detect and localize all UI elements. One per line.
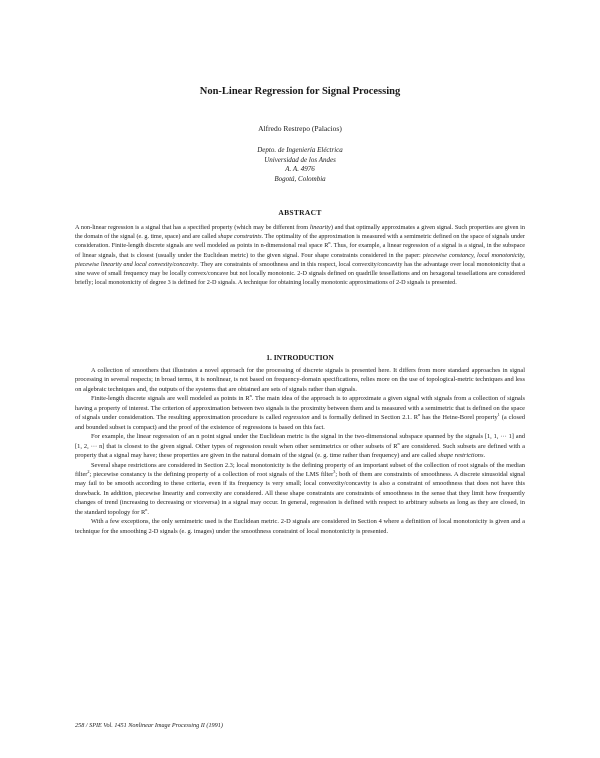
paragraph [75,432,525,460]
abstract-text: . They are constraints of smoothness and in this respect, local convexity/concavity has the advantage over local monotonicity that a sine wave of small frequency may be locally convex/concave but not locally monotonic. 2-D signals defined on quadrille tessellations and on hexagonal tessellations are considered briefly; local monotonicity of degree 3 is defined for 2-D signals. A technique for obtaining locally monotonic approximations of 2-D signals is presented. [75,260,526,287]
text-run: . The main idea of the approach is to approximate a given signal with signals from a collection of signals having a property of interest. The criterion of approximation between two signals is the proximity between them and is measured with a semimetric that is defined on the space of signals under consideration. The resulting approximation procedure is called [75,395,525,422]
abstract-emphasis: linearity [309,224,331,231]
text-run: Several shape restrictions are considered in Section 2.3; local monotonicity is the defining property of an important subset of the collection of root signals of the median filter [75,461,525,478]
text-run: and is formally defined in Section 2.1. R [309,414,419,422]
paragraph [75,461,525,518]
affiliation-line: Bogotá, Colombia [274,174,326,183]
affiliation-line: Universidad de los Andes [264,155,336,164]
abstract-emphasis: shape constraints [218,233,262,241]
footnote-ref: 2 [87,468,90,474]
text-run: . [483,452,486,460]
abstract-body [75,223,525,287]
superscript: n [397,440,400,446]
superscript: n [328,240,331,246]
introduction-body [75,366,525,536]
text-run: For example, the linear regression of an n point signal under the Euclidean metric is the signal in the two-dimensional subspace spanned by the signals [1, 1, ··· 1] and [1, 2, ··· n] that is closest to the given signal. Other types of regression result when other semimetrics or other subsets of R [75,433,525,450]
emphasis: shape restrictions [438,452,484,460]
paragraph [75,394,525,432]
affiliation-line: A. A. 4976 [285,165,315,173]
text-run: ; both of them are constraints of smoothness. A discrete sinusoidal signal may fail to be smooth according to these criteria, even if its frequency is very small; local convexity/concavity is also a constraint of smoothness that does not have this drawback. In addition, piecewise linearity and convexity are considered. All these shape constraints are constraints of smoothness in the sense that they limit how frequently changes of trend (increasing to decreasing or viceversa) in a signal may occur. In general, regression is defined with respect to arbitrary subsets as long as they are closed, in the standard topology for R [75,470,525,516]
text-run: Finite-length discrete signals are well modeled as points in R [91,395,250,403]
paragraph: A collection of smoothers that illustrates a novel approach for the processing of discrete signals is presented here. It differs from more standard approaches in signal processing in several respects; in broad terms, it is nonlinear, is not based on frequency-domain specifications, relies more on the use of topological-metric techniques and less on algebraic techniques and, the outputs of the systems that are obtained are sets of signals rather than signals. [75,367,525,393]
page-footer: 258 / SPIE Vol. 1451 Nonlinear Image Processing II (1991) [75,722,223,729]
affiliation-line: Depto. de Ingeniería Eléctrica [257,146,343,154]
abstract-emphasis: piecewise constancy, local monotonicity, piecewise linearity and local convexity/concavity [75,251,525,268]
abstract-text: A non-linear regression is a signal that has a specified property (which may be different from [75,224,310,231]
text-run: ; piecewise constancy is the defining property of a collection of root signals of the LMS filter [89,470,334,478]
abstract-text: . Thus, for example, a linear regression of a signal is a signal, in the subspace of linear signals, that is closest (usually under the Euclidean metric) to the given signal. Four shape constraints considered in the paper: [75,242,525,259]
text-run: . [147,508,149,516]
text-run: are considered. Such subsets are defined with a property that a signal may have; these properties are given in the natural domain of the signal (e. g. time rather than frequency) and are called [75,442,525,460]
superscript: n [249,393,252,399]
abstract-text: ) and that optimally approximates a given signal. Such properties are given in the domain of the signal (e. g. time, space) and are called [75,224,525,241]
abstract-text: . The optimality of the approximation is measured with a semimetric defined on the space of signals under consideration. Finite-length discrete signals are well modeled as points in n-dimensional real space R [75,233,525,250]
footnote-ref: 3 [333,468,336,474]
affiliation-block [0,146,600,184]
section-heading: 1. INTRODUCTION [266,353,334,362]
text-run: has the Heine-Borel property [420,414,498,422]
abstract-heading: ABSTRACT [278,208,322,217]
superscript: n [418,412,421,418]
emphasis: regression [283,414,310,422]
text-run: (a closed and bounded subset is compact) and the proof of the existence of regressions is based on this fact. [75,414,525,431]
superscript: n [145,506,148,512]
author-name: Alfredo Restrepo (Palacios) [258,124,342,133]
paper-title: Non-Linear Regression for Signal Processing [199,86,401,97]
footnote-ref: 1 [497,412,500,418]
paragraph: With a few exceptions, the only semimetric used is the Euclidean metric. 2-D signals are considered in Section 4 where a definition of local monotonicity is given and a technique for the smoothing 2-D signals (e. g. images) under the smoothness constraint of local monotonicity is presented. [75,518,525,535]
